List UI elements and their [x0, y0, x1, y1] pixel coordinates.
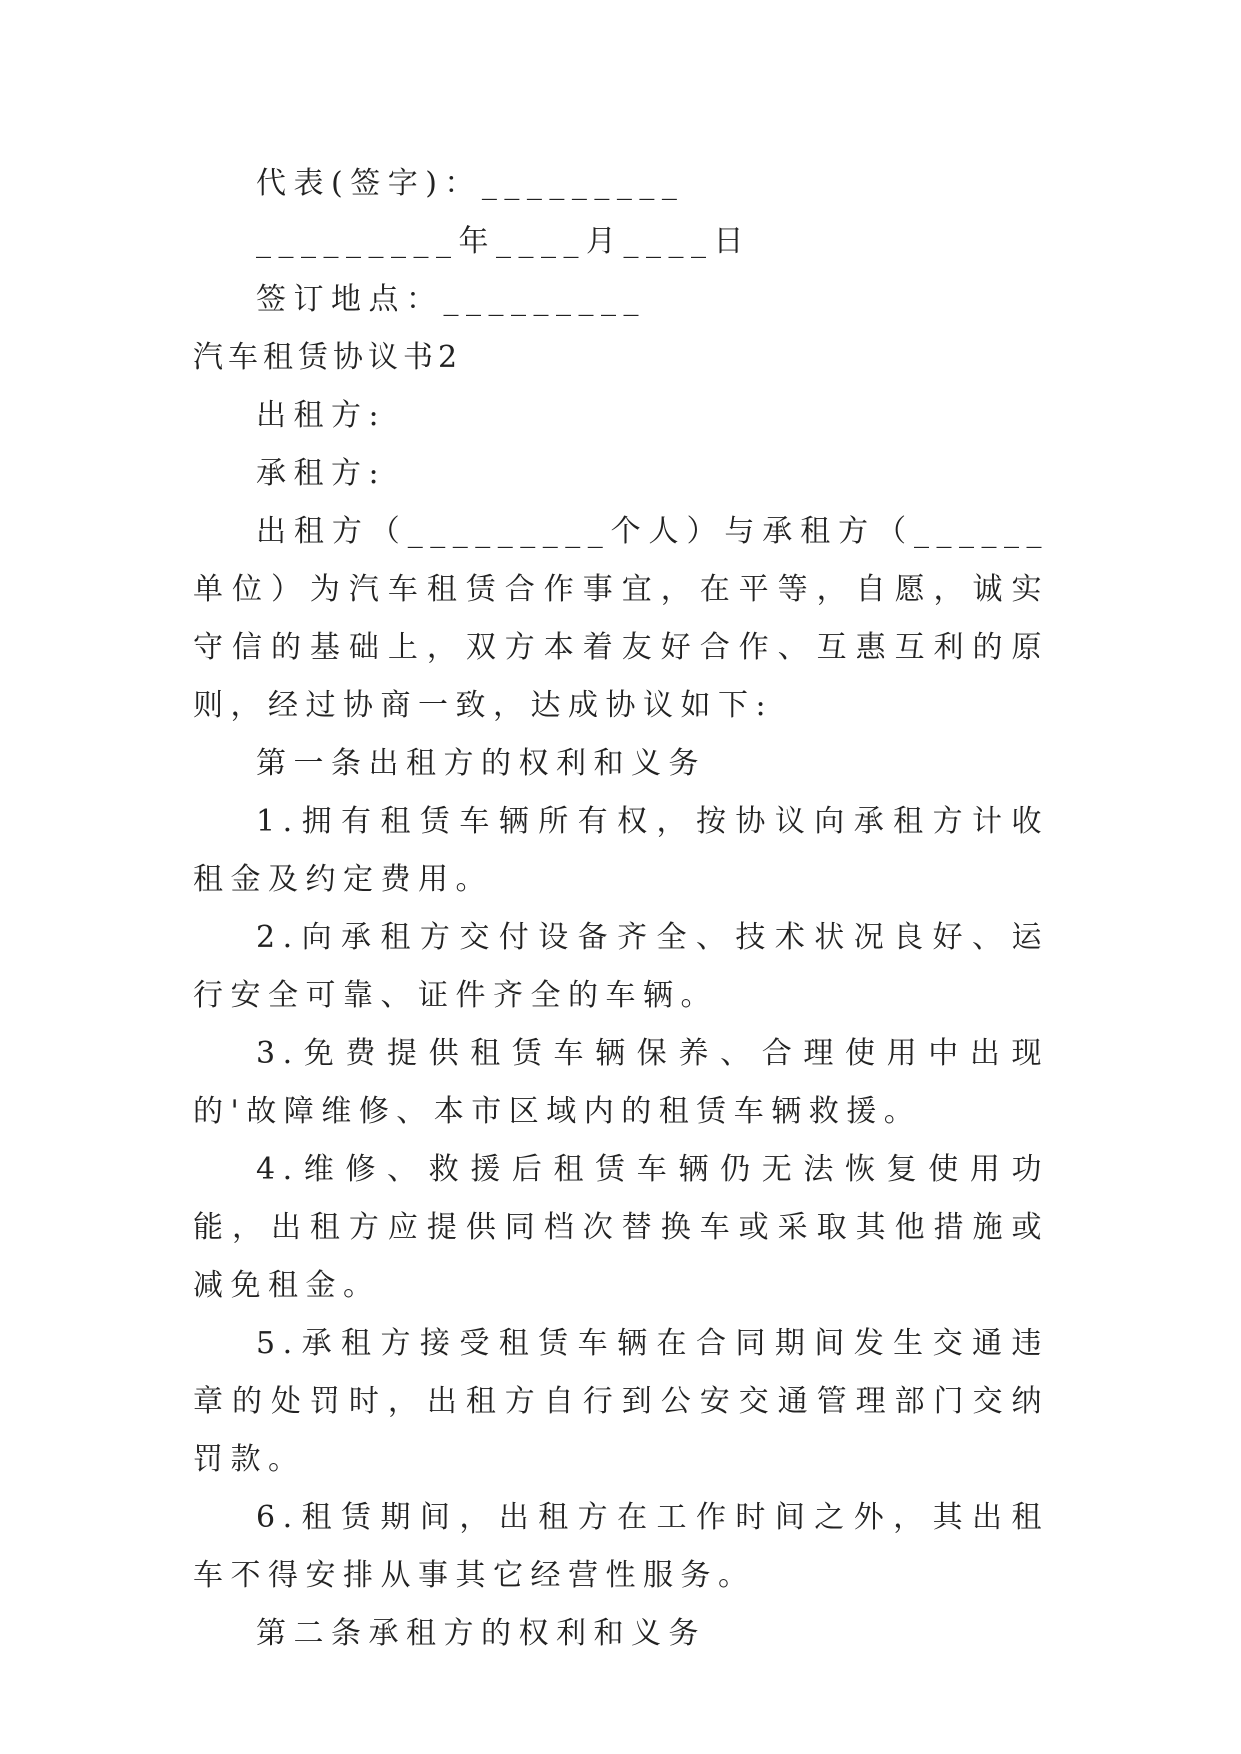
lessee-line: 承租方:: [256, 456, 387, 491]
intro-paragraph: 出租方（_________个人）与承租方（______单位）为汽车租赁合作事宜，在平等，自愿，诚实守信的基础上，双方本着友好合作、互惠互利的原则，经过协商一致，达成协议如下:: [193, 514, 1049, 723]
document-page: [193, 155, 1049, 1663]
article-1-item-2: 2.向承租方交付设备齐全、技术状况良好、运行安全可靠、证件齐全的车辆。: [193, 920, 1049, 1013]
representative-signature-line: 代表(签字)：_________: [256, 166, 685, 201]
document-title: 汽车租赁协议书2: [193, 340, 463, 375]
article-1-item-4: 4.维修、救援后租赁车辆仍无法恢复使用功能，出租方应提供同档次替换车或采取其他措施或减免租金。: [193, 1152, 1049, 1303]
article-1-item-1: 1.拥有租赁车辆所有权，按协议向承租方计收租金及约定费用。: [193, 804, 1049, 897]
article-1-item-5: 5.承租方接受租赁车辆在合同期间发生交通违章的处罚时，出租方自行到公安交通管理部门交纳罚款。: [193, 1326, 1049, 1477]
article-1-item-6: 6.租赁期间，出租方在工作时间之外，其出租车不得安排从事其它经营性服务。: [193, 1500, 1049, 1593]
lessor-line: 出租方:: [256, 398, 387, 433]
signing-place-line: 签订地点：_________: [256, 282, 646, 317]
date-line: _________年____月____日: [256, 224, 751, 259]
article-1-item-3: 3.免费提供租赁车辆保养、合理使用中出现的'故障维修、本市区域内的租赁车辆救援。: [193, 1036, 1049, 1129]
article-2-heading: 第二条承租方的权利和义务: [256, 1616, 706, 1651]
article-1-heading: 第一条出租方的权利和义务: [256, 746, 706, 781]
